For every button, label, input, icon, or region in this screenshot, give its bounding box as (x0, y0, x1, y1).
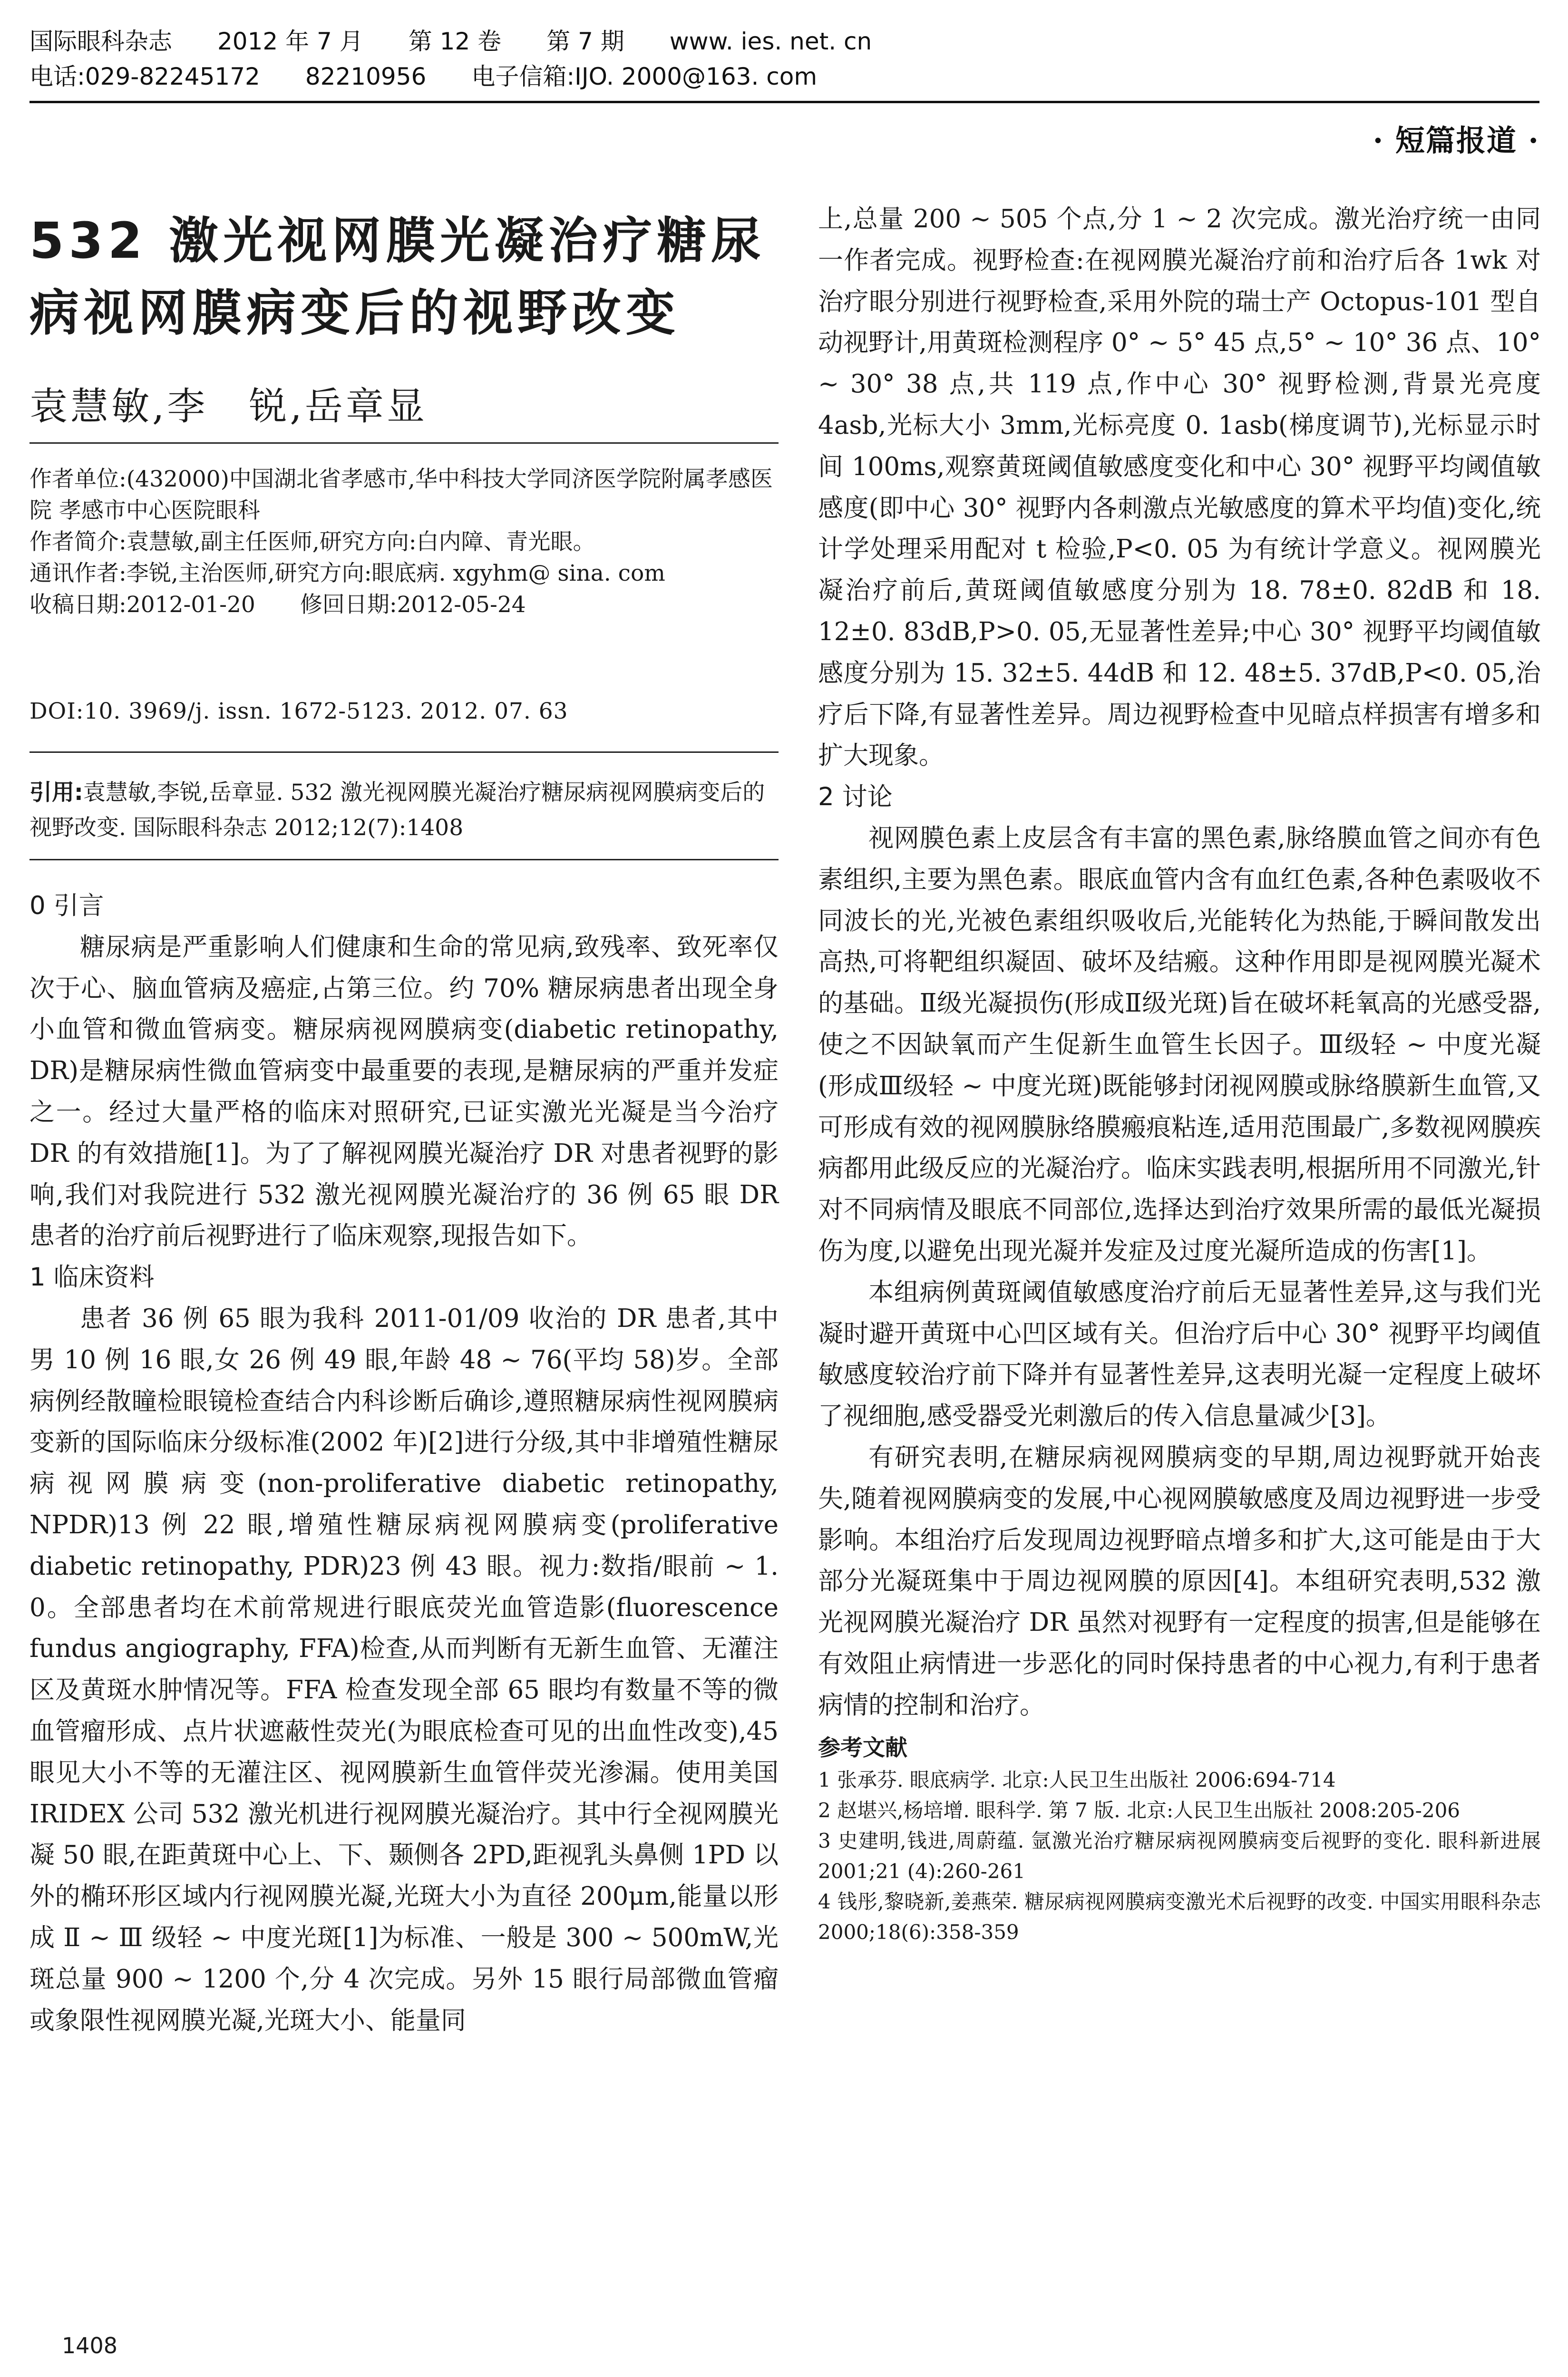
phone-2: 82210956 (305, 63, 427, 90)
divider (29, 751, 779, 753)
journal-website: www. ies. net. cn (669, 28, 872, 55)
paragraph: 糖尿病是严重影响人们健康和生命的常见病,致残率、致死率仅次于心、脑血管病及癌症,占第三位。约 70% 糖尿病患者出现全身小血管和微血管病变。糖尿病视网膜病变(diabetic retinopathy, DR)是糖尿病性微血管病变中最重要的表现,是糖尿病的严重并发症之一。经过大量严格的临床对照研究,已证实激光光凝是当今治疗 DR 的有效措施[1]。为了了解视网膜光凝治疗 DR 对患者视野的影响,我们对我院进行 532 激光视网膜光凝治疗的 36 例 65 眼 DR 患者的治疗前后视野进行了临床观察,现报告如下。 (29, 932, 779, 1251)
issue-number: 第 7 期 (546, 28, 624, 55)
doi: DOI:10. 3969/j. issn. 1672-5123. 2012. 07. 63 (29, 698, 568, 724)
body-column-left (29, 886, 779, 2041)
phone: 电话:029-82245172 (29, 63, 260, 90)
author-info (29, 464, 779, 621)
reference-item: 4 钱彤,黎晓新,姜燕荣. 糖尿病视网膜病变激光术后视野的改变. 中国实用眼科杂志 2000;18(6):358-359 (818, 1890, 1541, 1944)
journal-name: 国际眼科杂志 (29, 28, 172, 55)
section-heading: 1 临床资料 (29, 1263, 155, 1292)
affiliation: 作者单位:(432000)中国湖北省孝感市,华中科技大学同济医学院附属孝感医院 孝感市中心医院眼科 (29, 466, 773, 524)
page-number: 1408 (62, 2333, 118, 2358)
divider (29, 859, 779, 860)
paragraph: 上,总量 200 ~ 505 个点,分 1 ~ 2 次完成。激光治疗统一由同一作者完成。视野检查:在视网膜光凝治疗前和治疗后各 1wk 对治疗眼分别进行视野检查,采用外院的瑞士产 Octopus-101 型自动视野计,用黄斑检测程序 0° ~ 5° 45 点,5° ~ 10° 36 点、10° ~ 30° 38 点,共 119 点,作中心 30° 视野检测,背景光亮度 4asb,光标大小 3mm,光标亮度 0. 1asb(梯度调节),光标显示时间 100ms,观察黄斑阈值敏感度变化和中心 30° 视野平均阈值敏感度(即中心 30° 视野内各刺激点光敏感度的算术平均值)变化,统计学处理采用配对 t 检验,P<0. 05 为有统计学意义。视网膜光凝治疗前后,黄斑阈值敏感度分别为 18. 78±0. 82dB 和 18. 12±0. 83dB,P>0. 05,无显著性差异;中心 30° 视野平均阈值敏感度分别为 15. 32±5. 44dB 和 12. 48±5. 37dB,P<0. 05,治疗后下降,有显著性差异。周边视野检查中见暗点样损害有增多和扩大现象。 (818, 205, 1541, 770)
citation-text: 袁慧敏,李锐,岳章显. 532 激光视网膜光凝治疗糖尿病视网膜病变后的视野改变. 国际眼科杂志 2012;12(7):1408 (29, 779, 765, 841)
divider (29, 442, 779, 444)
running-header (29, 24, 1542, 94)
author-bio: 作者简介:袁慧敏,副主任医师,研究方向:白内障、青光眼。 (29, 529, 595, 555)
header-divider (29, 101, 1539, 103)
section-tag: · 短篇报道 · (1373, 123, 1539, 158)
header-line-1 (29, 24, 1542, 59)
reference-item: 1 张承芬. 眼底病学. 北京:人民卫生出版社 2006:694-714 (818, 1768, 1336, 1792)
citation (29, 775, 779, 846)
paragraph: 有研究表明,在糖尿病视网膜病变的早期,周边视野就开始丧失,随着视网膜病变的发展,中心视网膜敏感度及周边视野进一步受影响。本组治疗后发现周边视野暗点增多和扩大,这可能是由于大部分光凝斑集中于周边视网膜的原因[4]。本组研究表明,532 激光视网膜光凝治疗 DR 虽然对视野有一定程度的损害,但是能够在有效阻止病情进一步恶化的同时保持患者的中心视力,有利于患者病情的控制和治疗。 (818, 1442, 1541, 1720)
references-heading: 参考文献 (818, 1735, 907, 1762)
section-heading: 2 讨论 (818, 782, 893, 812)
reference-item: 2 赵堪兴,杨培增. 眼科学. 第 7 版. 北京:人民卫生出版社 2008:205-206 (818, 1799, 1461, 1822)
email: 电子信箱:IJO. 2000@163. com (471, 63, 818, 90)
header-line-2 (29, 59, 1542, 94)
article-title: 532 激光视网膜光凝治疗糖尿病视网膜病变后的视野改变 (29, 212, 766, 342)
paragraph: 视网膜色素上皮层含有丰富的黑色素,脉络膜血管之间亦有色素组织,主要为黑色素。眼底血管内含有血红色素,各种色素吸收不同波长的光,光被色素组织吸收后,光能转化为热能,于瞬间散发出高热,可将靶组织凝固、破坏及结瘢。这种作用即是视网膜光凝术的基础。Ⅱ级光凝损伤(形成Ⅱ级光斑)旨在破坏耗氧高的光感受器,使之不因缺氧而产生促新生血管生长因子。Ⅲ级轻 ~ 中度光凝(形成Ⅲ级轻 ~ 中度光斑)既能够封闭视网膜或脉络膜新生血管,又可形成有效的视网膜脉络膜瘢痕粘连,适用范围最广,多数视网膜疾病都用此级反应的光凝治疗。临床实践表明,根据所用不同激光,针对不同病情及眼底不同部位,选择达到治疗效果所需的最低光凝损伤为度,以避免出现光凝并发症及过度光凝所造成的伤害[1]。 (818, 823, 1541, 1266)
issue-date: 2012 年 7 月 (217, 28, 363, 55)
paragraph: 本组病例黄斑阈值敏感度治疗前后无显著性差异,这与我们光凝时避开黄斑中心凹区域有关。但治疗后中心 30° 视野平均阈值敏感度较治疗前下降并有显著性差异,这表明光凝一定程度上破坏了视细胞,感受器受光刺激后的传入信息量减少[3]。 (818, 1277, 1541, 1431)
references-list (818, 1765, 1541, 1948)
body-column-right (818, 199, 1541, 1948)
section-heading: 0 引言 (29, 891, 104, 920)
citation-label: 引用: (29, 779, 83, 806)
dates: 收稿日期:2012-01-20 修回日期:2012-05-24 (29, 592, 526, 618)
authors: 袁慧敏,李 锐,岳章显 (29, 384, 428, 429)
corresponding-author: 通讯作者:李锐,主治医师,研究方向:眼底病. xgyhm@ sina. com (29, 560, 665, 586)
paragraph: 患者 36 例 65 眼为我科 2011-01/09 收治的 DR 患者,其中男 10 例 16 眼,女 26 例 49 眼,年龄 48 ~ 76(平均 58)岁。全部病例经散瞳检眼镜检查结合内科诊断后确诊,遵照糖尿病性视网膜病变新的国际临床分级标准(2002 年)[2]进行分级,其中非增殖性糖尿病视网膜病变(non-proliferative diabetic retinopathy, NPDR)13 例 22 眼,增殖性糖尿病视网膜病变(proliferative diabetic retinopathy, PDR)23 例 43 眼。视力:数指/眼前 ~ 1. 0。全部患者均在术前常规进行眼底荧光血管造影(fluorescence fundus angiography, FFA)检查,从而判断有无新生血管、无灌注区及黄斑水肿情况等。FFA 检查发现全部 65 眼均有数量不等的微血管瘤形成、点片状遮蔽性荧光(为眼底检查可见的出血性改变),45 眼见大小不等的无灌注区、视网膜新生血管伴荧光渗漏。使用美国 IRIDEX 公司 532 激光机进行视网膜光凝治疗。其中行全视网膜光凝 50 眼,在距黄斑中心上、下、颞侧各 2PD,距视乳头鼻侧 1PD 以外的椭环形区域内行视网膜光凝,光斑大小为直径 200μm,能量以形成 Ⅱ ~ Ⅲ 级轻 ~ 中度光斑[1]为标准、一般是 300 ~ 500mW,光斑总量 900 ~ 1200 个,分 4 次完成。另外 15 眼行局部微血管瘤或象限性视网膜光凝,光斑大小、能量同 (29, 1304, 779, 2035)
volume: 第 12 卷 (408, 28, 502, 55)
reference-item: 3 史建明,钱进,周蔚蕴. 氩激光治疗糖尿病视网膜病变后视野的变化. 眼科新进展 2001;21 (4):260-261 (818, 1829, 1541, 1883)
